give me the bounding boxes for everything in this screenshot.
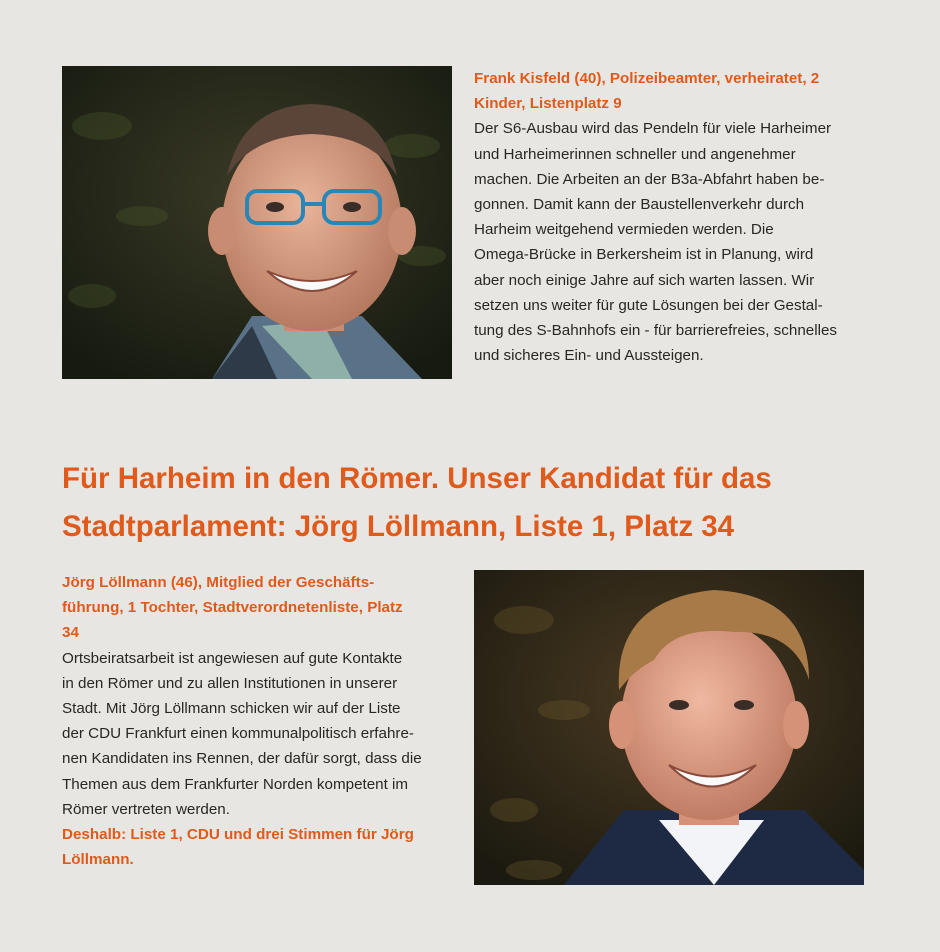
body-text-line: Stadt. Mit Jörg Löllmann schicken wir auf der Liste [62,700,401,718]
body-text-line: Harheim weitgehend vermieden werden. Die [474,221,774,239]
portrait-image [474,570,864,885]
body-text-line: nen Kandidaten ins Rennen, der dafür sorgt, dass die [62,750,422,768]
portrait-photo-joerg-loellmann [474,570,864,885]
body-text-line: aber noch einige Jahre auf sich warten lassen. Wir [474,271,815,289]
body-text-line: Römer vertreten werden. [62,800,230,818]
body-text-line: der CDU Frankfurt einen kommunalpolitisch erfahre- [62,725,414,743]
body-text-line: Omega-Brücke in Berkersheim ist in Planung, wird [474,246,814,264]
headline-line: Stadtparlament: Jörg Löllmann, Liste 1, Platz 34 [62,510,735,543]
closing-call-line: Löllmann. [62,851,134,869]
body-text-line: in den Römer und zu allen Institutionen in unserer [62,674,398,692]
candidate-heading-line: Kinder, Listenplatz 9 [474,95,622,113]
candidate-heading-line: Jörg Löllmann (46), Mitglied der Geschäfts- [62,574,375,591]
body-text-line: setzen uns weiter für gute Lösungen bei der Gestal- [474,296,823,314]
body-text-line: tung des S-Bahnhofs ein - für barrierefreies, schnelles [474,322,838,340]
page-headline [62,455,922,551]
body-text-line: Themen aus dem Frankfurter Norden kompetent im [62,775,409,793]
candidate-heading-line: Frank Kisfeld (40), Polizeibeamter, verheiratet, 2 [474,70,820,87]
portrait-image [62,66,452,379]
candidate-heading-line: führung, 1 Tochter, Stadtverordnetenliste, Platz [62,599,403,617]
body-text-line: Der S6-Ausbau wird das Pendeln für viele Harheimer [474,120,832,138]
body-text-line: gonnen. Damit kann der Baustellenverkehr durch [474,196,805,214]
candidate-text-joerg-loellmann [62,570,454,872]
body-text-line: Ortsbeiratsarbeit ist angewiesen auf gute Kontakte [62,649,403,667]
body-text-line: und Harheimerinnen schneller und angenehmer [474,145,796,163]
body-text-line: und sicheres Ein- und Aussteigen. [474,347,704,365]
closing-call-line: Deshalb: Liste 1, CDU und drei Stimmen für Jörg [62,826,414,844]
body-text-line: machen. Die Arbeiten an der B3a-Abfahrt haben be- [474,170,825,188]
headline-line: Für Harheim in den Römer. Unser Kandidat für das [62,462,772,495]
candidate-text-frank-kisfeld [474,66,869,368]
portrait-photo-frank-kisfeld [62,66,452,379]
candidate-heading-line: 34 [62,624,79,642]
